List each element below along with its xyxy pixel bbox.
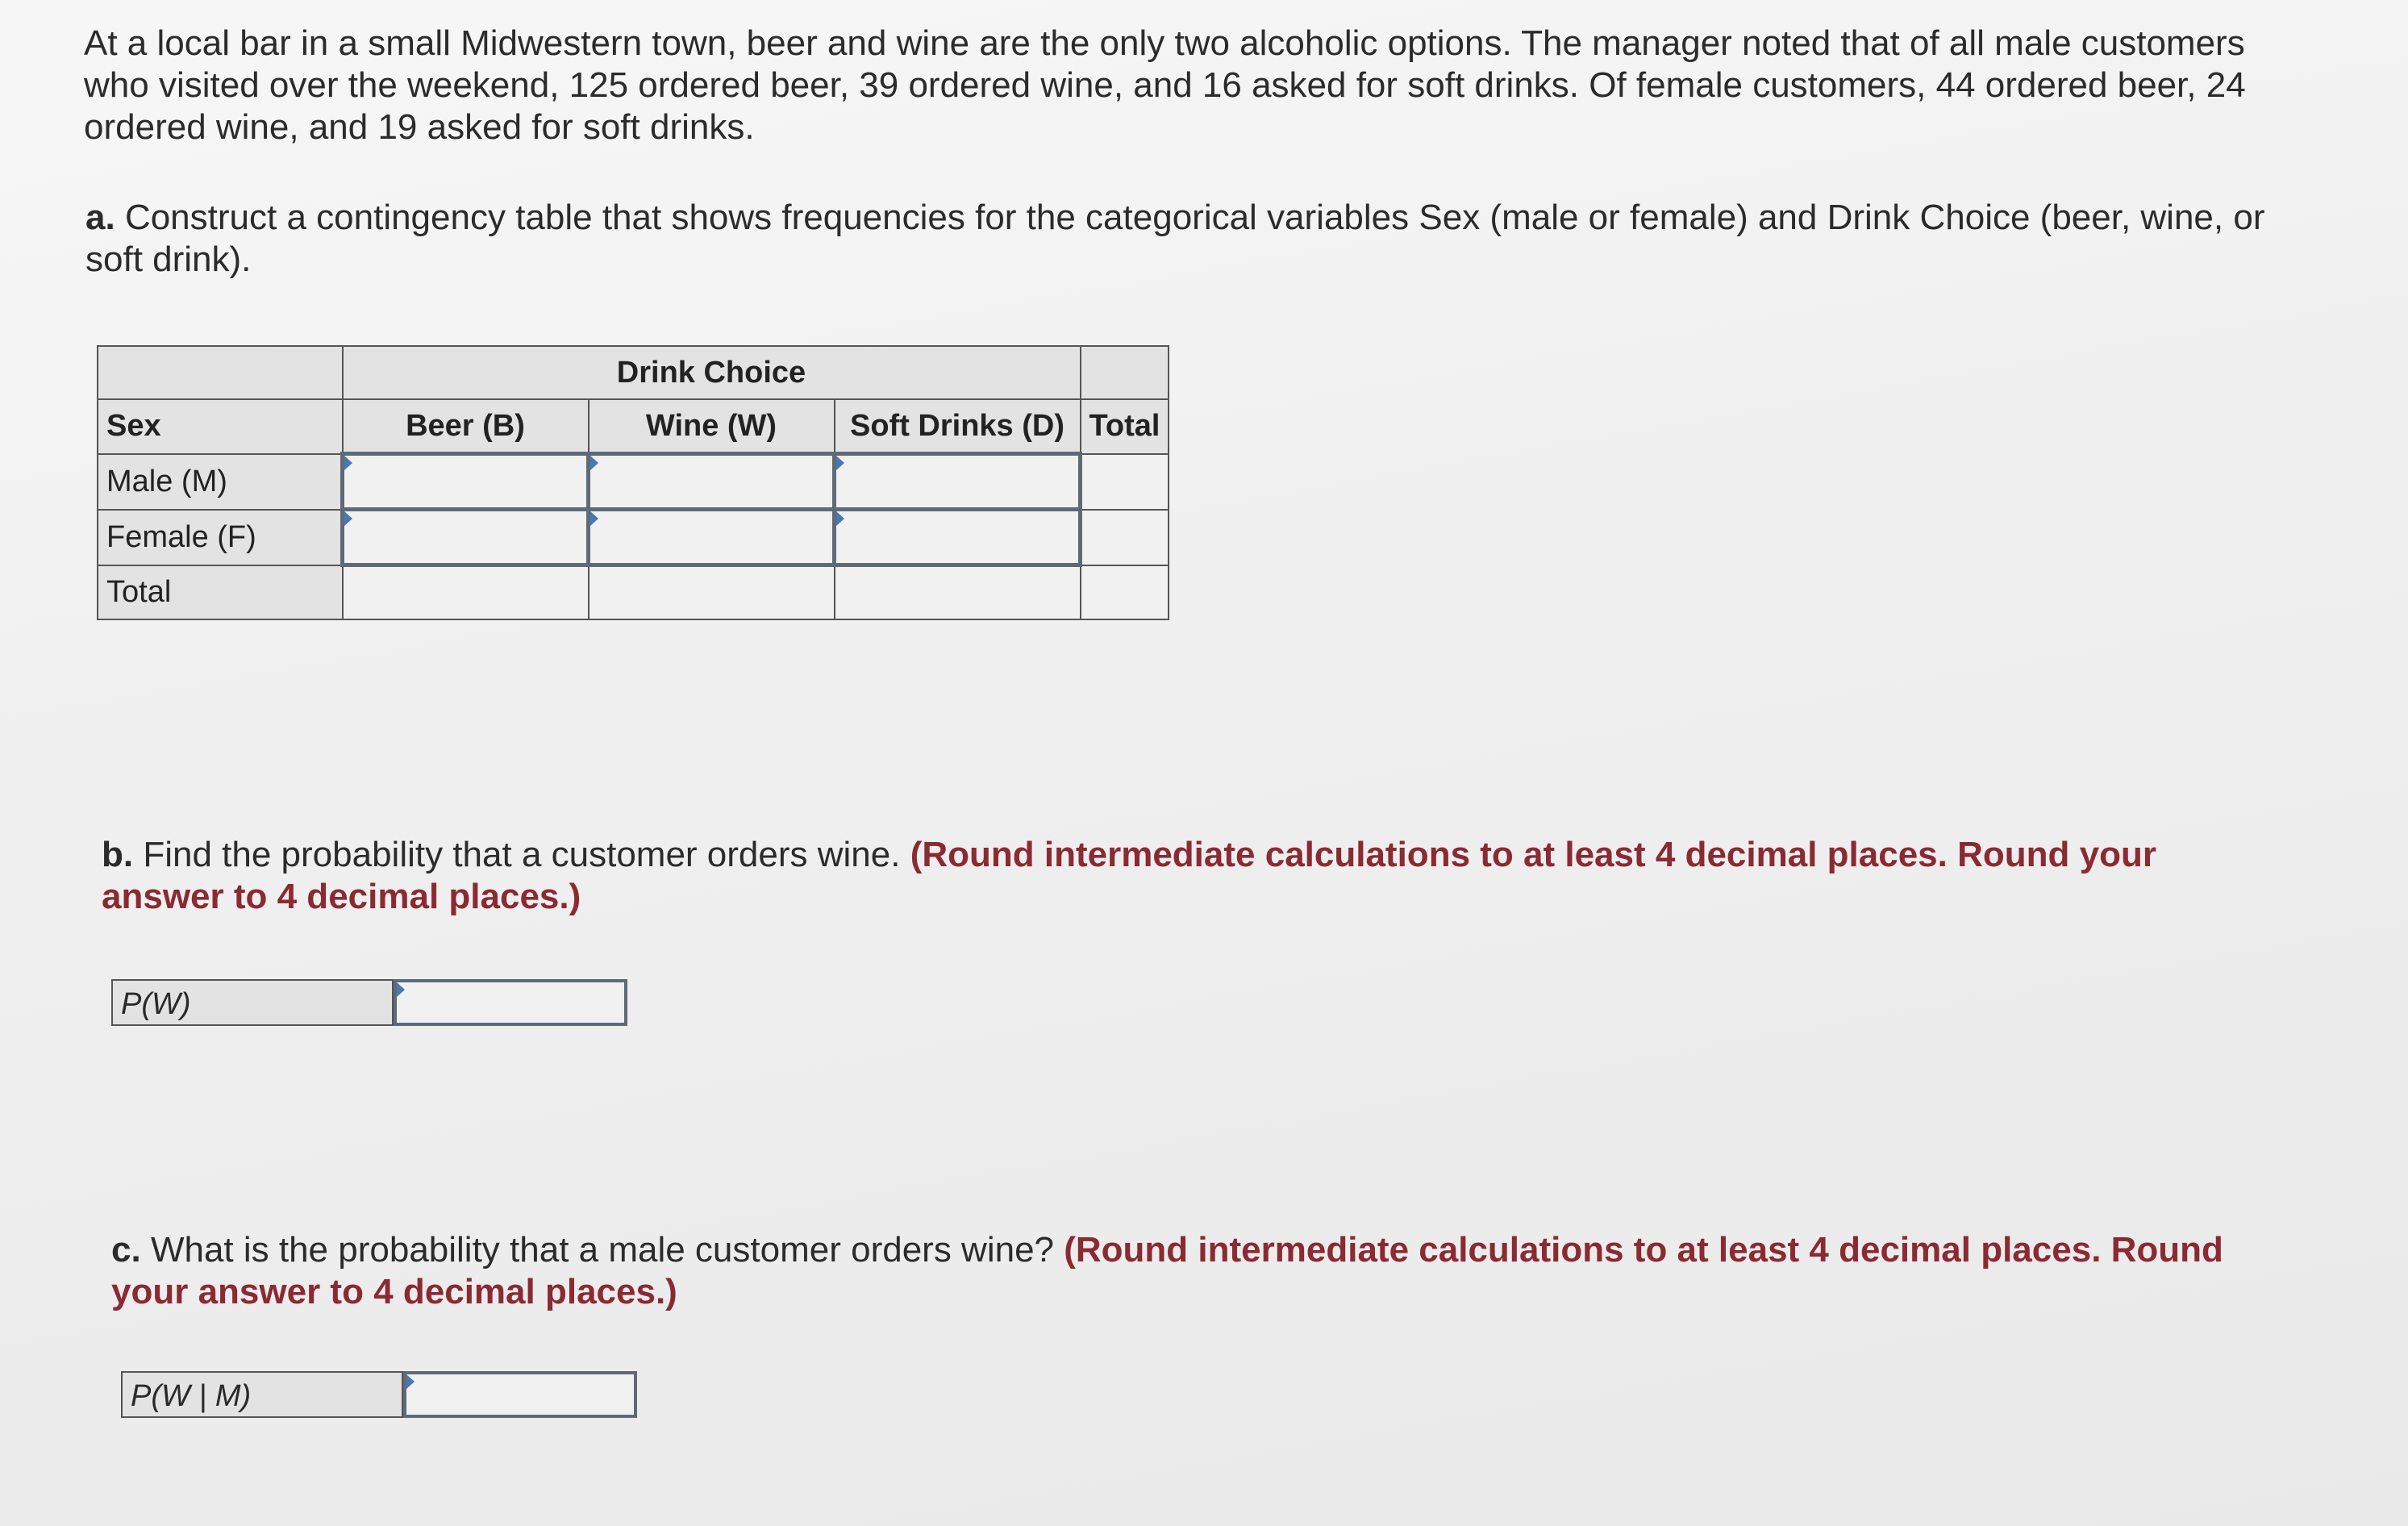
female-total-cell	[1081, 510, 1169, 565]
p-wine-input[interactable]	[394, 979, 627, 1026]
row-label-male: Male (M)	[98, 454, 343, 510]
problem-intro: At a local bar in a small Midwestern town, beer and wine are the only two alcoholic options. The manager noted that of all male customers who visited over the weekend, 125 ordered beer, 39 ordered wine, and 16 asked for soft drinks. Of female customers, 44 ordered beer, 24 ordered wine, and 19 asked for soft drinks.	[84, 23, 2246, 147]
p-wine-given-male-label: P(W | M)	[121, 1371, 403, 1418]
part-a-letter: a.	[85, 198, 115, 237]
part-a-prompt	[85, 197, 2311, 281]
female-wine-input[interactable]	[589, 510, 835, 565]
table-row	[98, 565, 1169, 620]
contingency-table	[97, 345, 1169, 620]
table-corner-cell	[98, 346, 343, 399]
part-c-instruction: (Round intermediate calculations to at least 4 decimal places. Round your answer to 4 decimal places.)	[111, 1230, 2223, 1311]
col-header-wine: Wine (W)	[589, 399, 835, 454]
total-header-top	[1081, 346, 1169, 399]
part-b-text: Find the probability that a customer orders wine.	[143, 835, 901, 874]
male-total-cell	[1081, 454, 1169, 510]
part-b-instruction: (Round intermediate calculations to at least 4 decimal places. Round your answer to 4 decimal places.)	[102, 835, 2156, 916]
part-b-letter: b.	[102, 835, 134, 874]
col-header-total: Total	[1081, 399, 1169, 454]
col-header-beer: Beer (B)	[343, 399, 589, 454]
male-beer-input[interactable]	[343, 454, 589, 510]
p-wine-given-male-input[interactable]	[403, 1371, 637, 1418]
row-label-total: Total	[98, 565, 343, 620]
table-row	[98, 510, 1169, 565]
grand-total-cell	[1081, 565, 1169, 620]
total-soft-drinks-cell	[835, 565, 1081, 620]
p-wine-label: P(W)	[111, 979, 394, 1026]
male-wine-input[interactable]	[589, 454, 835, 510]
part-c-text: What is the probability that a male customer orders wine?	[150, 1230, 1055, 1270]
p-wine-answer-row	[111, 979, 627, 1029]
col-header-soft-drinks: Soft Drinks (D)	[835, 399, 1081, 454]
p-wine-given-male-answer-row	[121, 1371, 637, 1421]
male-soft-drinks-input[interactable]	[835, 454, 1081, 510]
part-a-text: Construct a contingency table that shows frequencies for the categorical variables Sex (male or female) and Drink Choice (beer, wine, or soft drink).	[85, 198, 2265, 279]
drink-choice-header: Drink Choice	[343, 346, 1081, 399]
table-row	[98, 454, 1169, 510]
total-beer-cell	[343, 565, 589, 620]
female-soft-drinks-input[interactable]	[835, 510, 1081, 565]
total-wine-cell	[589, 565, 835, 620]
female-beer-input[interactable]	[343, 510, 589, 565]
sex-header: Sex	[98, 399, 343, 454]
part-b-prompt	[102, 834, 2231, 918]
part-c-letter: c.	[111, 1230, 141, 1270]
row-label-female: Female (F)	[98, 510, 343, 565]
part-c-prompt	[111, 1229, 2240, 1313]
